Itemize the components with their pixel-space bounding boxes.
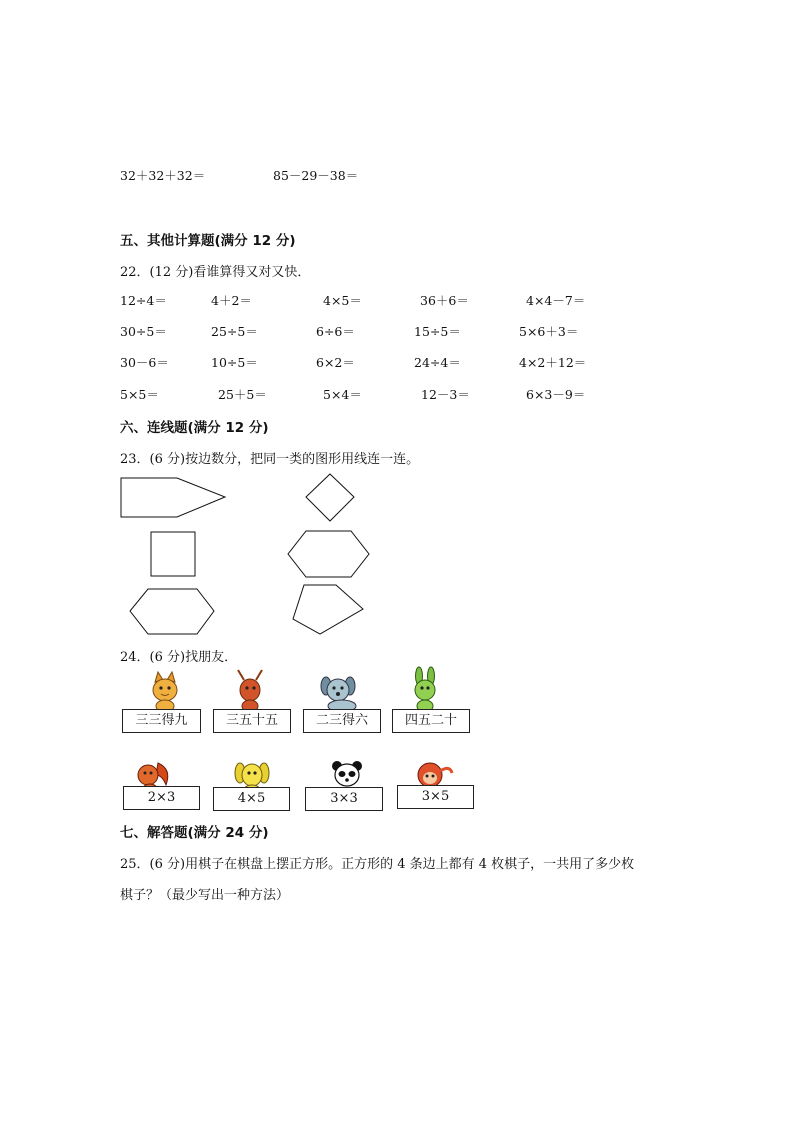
square-shape: [151, 532, 195, 576]
expression: 5×5＝: [120, 387, 159, 402]
expression: 25＋5＝: [218, 387, 267, 402]
expression: 12－3＝: [421, 387, 470, 402]
expression: 6×2＝: [316, 355, 355, 370]
question-22: 22．(12 分)看谁算得又对又快．: [120, 265, 311, 280]
expression: 15÷5＝: [414, 324, 461, 339]
expression: 5×6＋3＝: [519, 324, 579, 339]
expression: 85－29－38＝: [273, 168, 359, 183]
rabbit-picture: [415, 667, 435, 712]
expression: 36＋6＝: [420, 293, 469, 308]
expression: 6×3－9＝: [526, 387, 586, 402]
multiplication-card[interactable]: 3×5: [397, 785, 474, 809]
dog-picture: [321, 677, 356, 712]
section-heading: 五、其他计算题(满分 12 分): [120, 233, 296, 249]
question-25-continued: 棋子？（最少写出一种方法）: [120, 888, 290, 903]
pentagon-arrow-shape: [121, 478, 225, 517]
panda-picture: [332, 761, 362, 786]
expression: 4×2＋12＝: [519, 355, 587, 370]
expression: 30÷5＝: [120, 324, 167, 339]
pentagon-shape: [293, 585, 363, 634]
multiplication-rhyme-card[interactable]: 二三得六: [303, 709, 381, 733]
expression: 30－6＝: [120, 355, 169, 370]
expression: 6÷6＝: [316, 324, 355, 339]
question-23: 23．(6 分)按边数分，把同一类的图形用线连一连。: [120, 452, 420, 467]
multiplication-card[interactable]: 2×3: [123, 786, 200, 810]
section-heading: 七、解答题(满分 24 分): [120, 825, 269, 841]
expression: 4×4－7＝: [526, 293, 586, 308]
multiplication-card[interactable]: 4×5: [213, 787, 290, 811]
question-25: 25．(6 分)用棋子在棋盘上摆正方形。正方形的 4 条边上都有 4 枚棋子，一共用了多少枚: [120, 857, 635, 872]
hexagon-shape: [130, 589, 214, 634]
multiplication-card[interactable]: 3×3: [305, 787, 383, 811]
diamond-shape: [306, 474, 354, 521]
expression: 25÷5＝: [211, 324, 258, 339]
expression: 10÷5＝: [211, 355, 258, 370]
hexagon-shape: [288, 531, 369, 577]
multiplication-rhyme-card[interactable]: 四五二十: [392, 709, 470, 733]
expression: 5×4＝: [323, 387, 362, 402]
multiplication-rhyme-card[interactable]: 三三得九: [122, 709, 201, 733]
expression: 32＋32＋32＝: [120, 168, 206, 183]
expression: 4＋2＝: [211, 293, 252, 308]
cat-picture: [153, 672, 177, 712]
expression: 24÷4＝: [414, 355, 461, 370]
multiplication-rhyme-card[interactable]: 三五十五: [213, 709, 291, 733]
expression: 12÷4＝: [120, 293, 167, 308]
expression: 4×5＝: [323, 293, 362, 308]
question-24: 24．(6 分)找朋友．: [120, 650, 238, 665]
section-heading: 六、连线题(满分 12 分): [120, 420, 269, 436]
